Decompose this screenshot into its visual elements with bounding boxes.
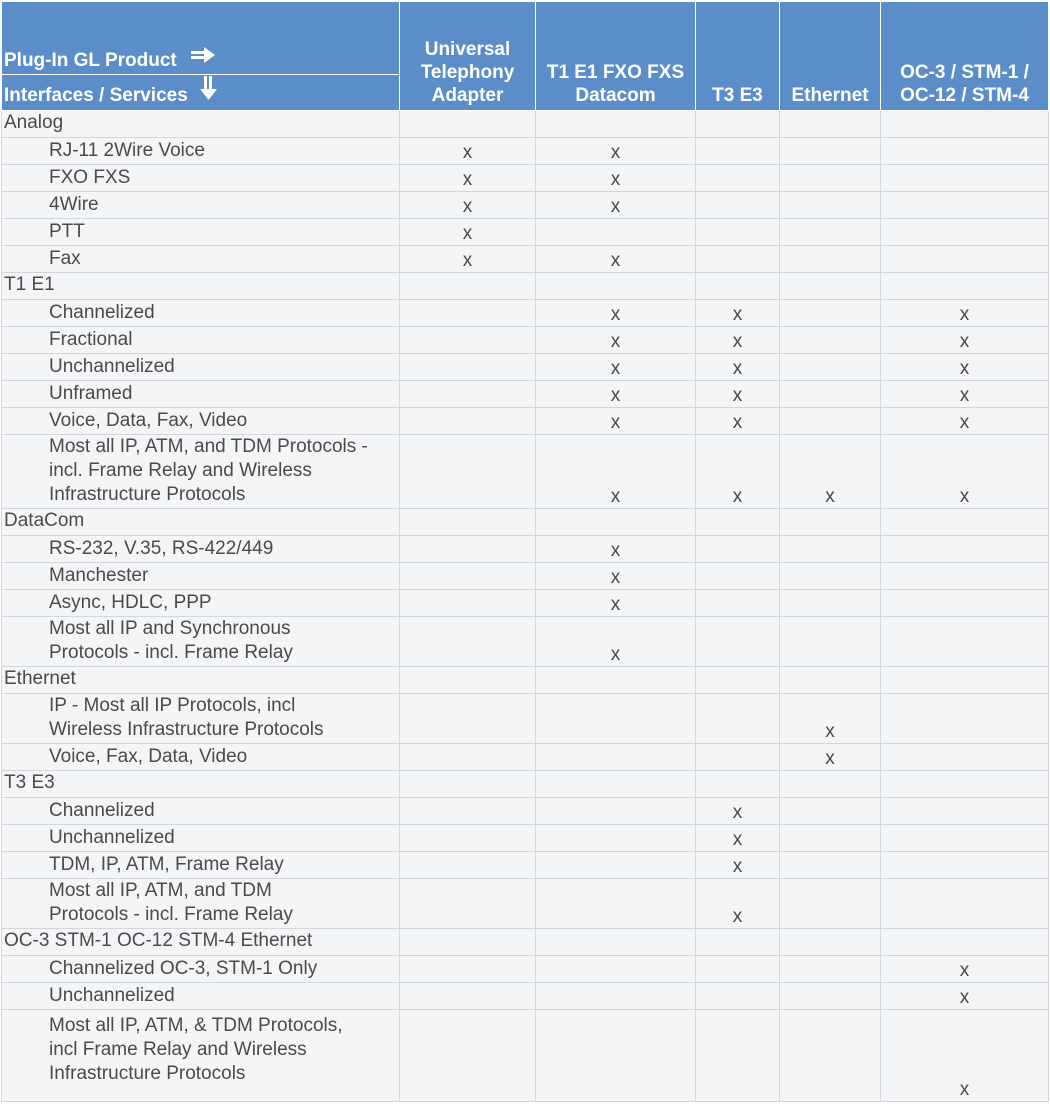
service-label: Manchester xyxy=(2,563,400,590)
support-cell: x xyxy=(696,879,780,929)
support-cell xyxy=(780,771,881,798)
support-cell: x xyxy=(536,408,696,435)
support-cell: x xyxy=(881,983,1049,1010)
support-cell: x xyxy=(696,852,780,879)
category-row xyxy=(2,273,1049,300)
support-cell: x xyxy=(536,617,696,667)
support-cell xyxy=(536,825,696,852)
product-axis-label: Plug-In GL Product xyxy=(4,50,177,71)
support-cell: x xyxy=(696,825,780,852)
support-cell xyxy=(400,929,536,956)
support-cell xyxy=(400,408,536,435)
support-cell xyxy=(780,956,881,983)
support-cell xyxy=(400,771,536,798)
service-label: RJ-11 2Wire Voice xyxy=(2,138,400,165)
support-cell xyxy=(696,956,780,983)
support-cell xyxy=(881,590,1049,617)
support-cell xyxy=(780,381,881,408)
support-cell xyxy=(696,667,780,694)
support-cell: x xyxy=(400,192,536,219)
support-cell: x xyxy=(881,408,1049,435)
support-cell xyxy=(536,879,696,929)
support-cell: x xyxy=(696,408,780,435)
support-cell: x xyxy=(696,354,780,381)
support-cell xyxy=(400,983,536,1010)
service-row xyxy=(2,327,1049,354)
service-label: Channelized xyxy=(2,798,400,825)
service-label: Async, HDLC, PPP xyxy=(2,590,400,617)
support-cell: x xyxy=(881,354,1049,381)
support-cell xyxy=(536,956,696,983)
support-cell xyxy=(780,192,881,219)
support-cell xyxy=(400,536,536,563)
service-label: TDM, IP, ATM, Frame Relay xyxy=(2,852,400,879)
support-cell: x xyxy=(536,165,696,192)
matrix-header xyxy=(2,2,1049,111)
service-label: Fax xyxy=(2,246,400,273)
support-cell: x xyxy=(536,590,696,617)
service-label: Unchannelized xyxy=(2,354,400,381)
support-cell xyxy=(400,1010,536,1102)
support-cell: x xyxy=(536,192,696,219)
support-cell xyxy=(780,983,881,1010)
service-label: Unframed xyxy=(2,381,400,408)
support-cell xyxy=(400,590,536,617)
support-cell xyxy=(881,165,1049,192)
support-cell xyxy=(400,798,536,825)
support-cell: x xyxy=(881,300,1049,327)
support-cell xyxy=(400,300,536,327)
category-row xyxy=(2,771,1049,798)
support-cell xyxy=(536,983,696,1010)
service-row xyxy=(2,956,1049,983)
service-row xyxy=(2,219,1049,246)
support-cell xyxy=(780,1010,881,1102)
right-arrow-icon xyxy=(190,44,216,72)
interfaces-axis-header xyxy=(2,75,400,111)
column-header-universal-telephony-adapter: Universal Telephony Adapter xyxy=(400,2,536,111)
support-cell: x xyxy=(881,381,1049,408)
support-cell: x xyxy=(536,435,696,509)
support-cell xyxy=(696,983,780,1010)
matrix-body xyxy=(2,111,1049,1102)
service-row xyxy=(2,694,1049,744)
support-cell: x xyxy=(536,381,696,408)
category-row xyxy=(2,929,1049,956)
support-cell: x xyxy=(696,435,780,509)
service-row xyxy=(2,381,1049,408)
support-cell xyxy=(780,300,881,327)
column-header-oc3-stm1-oc12-stm4: OC-3 / STM-1 / OC-12 / STM-4 xyxy=(881,2,1049,111)
category-row xyxy=(2,111,1049,138)
support-cell xyxy=(696,509,780,536)
service-row xyxy=(2,617,1049,667)
category-row xyxy=(2,509,1049,536)
support-cell xyxy=(881,563,1049,590)
support-cell xyxy=(780,563,881,590)
support-cell xyxy=(696,219,780,246)
support-cell xyxy=(536,852,696,879)
support-cell: x xyxy=(536,300,696,327)
service-label: Voice, Data, Fax, Video xyxy=(2,408,400,435)
service-label: Channelized xyxy=(2,300,400,327)
support-cell xyxy=(780,408,881,435)
support-cell xyxy=(780,590,881,617)
support-cell xyxy=(696,590,780,617)
support-cell xyxy=(780,246,881,273)
support-cell: x xyxy=(881,327,1049,354)
support-cell xyxy=(696,617,780,667)
support-cell xyxy=(696,1010,780,1102)
column-header-ethernet: Ethernet xyxy=(780,2,881,111)
support-cell xyxy=(881,798,1049,825)
service-label: Channelized OC-3, STM-1 Only xyxy=(2,956,400,983)
support-cell xyxy=(536,273,696,300)
category-label: T1 E1 xyxy=(2,273,400,300)
support-cell xyxy=(881,771,1049,798)
support-cell xyxy=(780,138,881,165)
support-cell xyxy=(696,273,780,300)
category-label: DataCom xyxy=(2,509,400,536)
support-cell xyxy=(881,929,1049,956)
service-row xyxy=(2,798,1049,825)
support-cell xyxy=(400,273,536,300)
support-cell xyxy=(881,536,1049,563)
support-cell xyxy=(881,852,1049,879)
support-cell: x xyxy=(696,327,780,354)
support-cell xyxy=(536,744,696,771)
support-cell: x xyxy=(400,246,536,273)
support-cell: x xyxy=(780,744,881,771)
support-cell xyxy=(780,165,881,192)
support-cell xyxy=(881,219,1049,246)
support-cell xyxy=(780,509,881,536)
service-label: Unchannelized xyxy=(2,825,400,852)
support-cell xyxy=(696,771,780,798)
support-cell xyxy=(696,929,780,956)
column-header-t3-e3: T3 E3 xyxy=(696,2,780,111)
support-cell xyxy=(400,381,536,408)
service-label: Most all IP, ATM, and TDM Protocols - incl. Frame Relay xyxy=(2,879,400,929)
support-cell xyxy=(780,273,881,300)
down-arrow-icon xyxy=(199,75,219,107)
column-header-t1-e1-fxo-fxs-datacom: T1 E1 FXO FXS Datacom xyxy=(536,2,696,111)
interfaces-axis-label: Interfaces / Services xyxy=(4,85,188,106)
support-cell: x xyxy=(400,165,536,192)
service-row xyxy=(2,408,1049,435)
service-row xyxy=(2,435,1049,509)
support-cell xyxy=(400,563,536,590)
support-cell xyxy=(780,798,881,825)
support-cell xyxy=(881,744,1049,771)
support-cell: x xyxy=(696,798,780,825)
support-cell xyxy=(780,354,881,381)
service-row xyxy=(2,165,1049,192)
service-label: FXO FXS xyxy=(2,165,400,192)
support-cell xyxy=(881,825,1049,852)
support-cell xyxy=(400,694,536,744)
product-axis-header xyxy=(2,2,400,75)
service-label: RS-232, V.35, RS-422/449 xyxy=(2,536,400,563)
support-cell xyxy=(400,744,536,771)
service-row xyxy=(2,354,1049,381)
product-interface-matrix xyxy=(1,1,1049,1102)
service-row xyxy=(2,138,1049,165)
service-row xyxy=(2,744,1049,771)
support-cell xyxy=(780,219,881,246)
support-cell xyxy=(400,852,536,879)
service-row xyxy=(2,536,1049,563)
support-cell xyxy=(400,111,536,138)
support-cell xyxy=(696,192,780,219)
support-cell xyxy=(881,273,1049,300)
category-label: T3 E3 xyxy=(2,771,400,798)
service-row xyxy=(2,825,1049,852)
support-cell xyxy=(881,192,1049,219)
service-label: Voice, Fax, Data, Video xyxy=(2,744,400,771)
support-cell xyxy=(881,879,1049,929)
support-cell xyxy=(400,956,536,983)
support-cell: x xyxy=(400,219,536,246)
service-label: Most all IP and Synchronous Protocols - incl. Frame Relay xyxy=(2,617,400,667)
support-cell xyxy=(696,111,780,138)
support-cell xyxy=(536,694,696,744)
support-cell xyxy=(536,111,696,138)
support-cell xyxy=(696,246,780,273)
support-cell xyxy=(400,509,536,536)
support-cell xyxy=(881,246,1049,273)
service-row xyxy=(2,1010,1049,1102)
category-label: Analog xyxy=(2,111,400,138)
support-cell xyxy=(696,744,780,771)
support-cell: x xyxy=(400,138,536,165)
support-cell: x xyxy=(696,381,780,408)
support-cell xyxy=(696,536,780,563)
category-label: Ethernet xyxy=(2,667,400,694)
support-cell: x xyxy=(696,300,780,327)
support-cell xyxy=(881,617,1049,667)
support-cell xyxy=(400,354,536,381)
support-cell xyxy=(780,852,881,879)
support-cell: x xyxy=(780,694,881,744)
support-cell xyxy=(881,509,1049,536)
support-cell xyxy=(536,219,696,246)
service-label: Most all IP, ATM, & TDM Protocols, incl Frame Relay and Wireless Infrastructure Protocols xyxy=(2,1010,400,1102)
service-row xyxy=(2,852,1049,879)
support-cell xyxy=(696,138,780,165)
support-cell xyxy=(536,798,696,825)
support-cell: x xyxy=(536,138,696,165)
support-cell xyxy=(400,825,536,852)
support-cell xyxy=(400,327,536,354)
service-row xyxy=(2,246,1049,273)
support-cell xyxy=(400,879,536,929)
support-cell: x xyxy=(536,563,696,590)
support-cell xyxy=(881,694,1049,744)
service-row xyxy=(2,879,1049,929)
support-cell xyxy=(400,435,536,509)
support-cell xyxy=(536,1010,696,1102)
support-cell xyxy=(696,165,780,192)
support-cell xyxy=(881,667,1049,694)
support-cell: x xyxy=(881,1010,1049,1102)
support-cell xyxy=(780,617,881,667)
support-cell xyxy=(536,509,696,536)
support-cell xyxy=(780,667,881,694)
service-label: PTT xyxy=(2,219,400,246)
service-row xyxy=(2,563,1049,590)
support-cell xyxy=(696,694,780,744)
support-cell xyxy=(780,327,881,354)
support-cell xyxy=(780,879,881,929)
support-cell xyxy=(400,617,536,667)
support-cell xyxy=(536,929,696,956)
support-cell: x xyxy=(536,327,696,354)
support-cell: x xyxy=(780,435,881,509)
service-row xyxy=(2,983,1049,1010)
service-label: 4Wire xyxy=(2,192,400,219)
service-label: Fractional xyxy=(2,327,400,354)
service-row xyxy=(2,192,1049,219)
category-row xyxy=(2,667,1049,694)
service-label: Most all IP, ATM, and TDM Protocols - incl. Frame Relay and Wireless Infrastructure Protocols xyxy=(2,435,400,509)
support-cell: x xyxy=(536,536,696,563)
category-label: OC-3 STM-1 OC-12 STM-4 Ethernet xyxy=(2,929,400,956)
service-label: Unchannelized xyxy=(2,983,400,1010)
service-label: IP - Most all IP Protocols, incl Wireless Infrastructure Protocols xyxy=(2,694,400,744)
support-cell: x xyxy=(536,246,696,273)
support-cell xyxy=(881,138,1049,165)
support-cell xyxy=(780,929,881,956)
support-cell: x xyxy=(536,354,696,381)
support-cell xyxy=(780,536,881,563)
support-cell xyxy=(881,111,1049,138)
support-cell xyxy=(696,563,780,590)
support-cell: x xyxy=(881,435,1049,509)
support-cell xyxy=(780,825,881,852)
support-cell xyxy=(536,667,696,694)
support-cell xyxy=(536,771,696,798)
support-cell: x xyxy=(881,956,1049,983)
service-row xyxy=(2,300,1049,327)
support-cell xyxy=(780,111,881,138)
service-row xyxy=(2,590,1049,617)
support-cell xyxy=(400,667,536,694)
